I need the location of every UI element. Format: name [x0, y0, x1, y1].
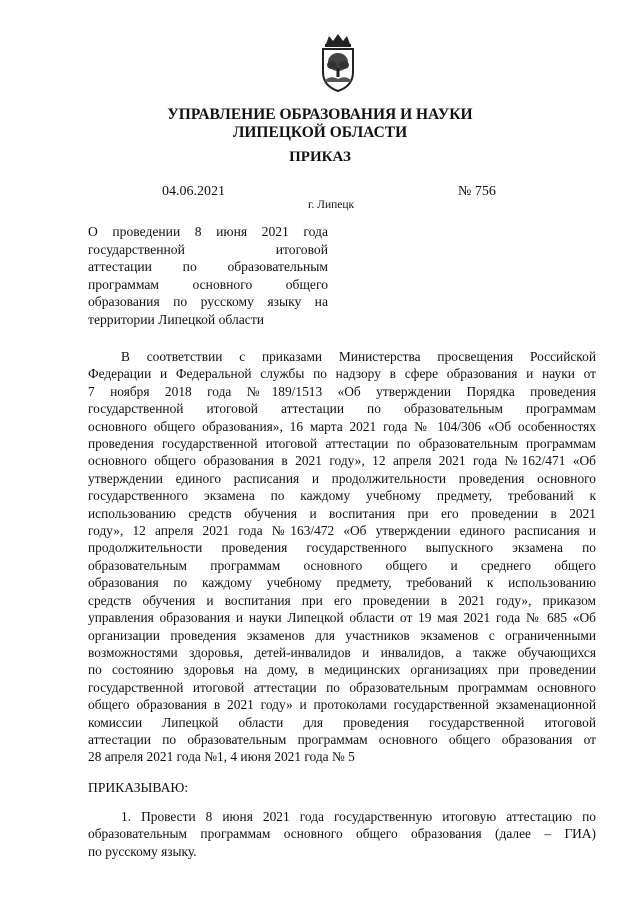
body-line: организации проведения экзаменов для участников экзаменов с ограниченными — [88, 627, 596, 643]
document-subject — [88, 223, 328, 329]
item-line: по русскому языку. — [88, 843, 197, 859]
body-line: утверждении единого расписания и продолжительности проведения основного — [88, 470, 596, 486]
body-line: проведения государственной итоговой аттестации по образовательным программам — [88, 436, 596, 452]
body-line: возможностями здоровья, детей-инвалидов и инвалидов, а также обучающихся — [88, 644, 596, 660]
subject-line: О проведении 8 июня 2021 года — [88, 224, 328, 239]
body-line: образования по каждому учебному предмету, требований к использованию — [88, 575, 596, 591]
preamble-paragraph — [88, 348, 596, 766]
body-line: В соответствии с приказами Министерства просвещения Российской — [121, 349, 596, 364]
lipetsk-coat-of-arms-icon — [318, 34, 358, 92]
document-date: 04.06.2021 — [162, 184, 225, 199]
body-line: средств обучения и воспитания при его проведении в 2021 году», приказом — [88, 592, 596, 608]
subject-line: программам основного общего — [88, 276, 328, 292]
body-line: государственной итоговой аттестации по образовательным программам — [88, 401, 596, 417]
body-line: по состоянию здоровья на дому, в медицинских организациях при проведении — [88, 662, 596, 678]
body-line: основного общего образования», 16 марта 2021 года № 104/306 «Об особенностях — [88, 418, 596, 434]
order-item-1 — [88, 808, 596, 860]
body-line: году», 12 апреля 2021 года №163/472 «Об утверждении единого расписания и — [88, 523, 596, 539]
body-line: использованию средств обучения и воспитания при его проведении в 2021 — [88, 505, 596, 521]
item-line: образовательным программам основного общего образования (далее – ГИА) — [88, 826, 596, 842]
order-keyword: ПРИКАЗЫВАЮ: — [88, 780, 189, 795]
body-line: 28 апреля 2021 года №1, 4 июня 2021 года № 5 — [88, 749, 355, 765]
organization-name-line2: ЛИПЕЦКОЙ ОБЛАСТИ — [232, 124, 408, 141]
body-line: комиссии Липецкой области для проведения государственной итоговой — [88, 714, 596, 730]
subject-line: аттестации по образовательным — [88, 259, 328, 275]
body-line: образовательным программам основного общего и среднего общего — [88, 557, 596, 573]
item-line: 1. Провести 8 июня 2021 года государственную итоговую аттестацию по — [121, 809, 596, 824]
subject-line: образования по русскому языку на — [88, 294, 328, 310]
body-line: управления образования и науки Липецкой области от 19 мая 2021 года № 685 «Об — [88, 610, 596, 626]
body-line: государственной итоговой аттестации по образовательным программам основного — [88, 679, 596, 695]
document-city: г. Липецк — [308, 199, 355, 211]
body-line: общего образования в 2021 году» и протоколами государственной экзаменационной — [88, 697, 596, 713]
document-type: ПРИКАЗ — [289, 149, 351, 165]
body-line: 7 ноября 2018 года №189/1513 «Об утверждении Порядка проведения — [88, 383, 596, 399]
body-line: государственного экзамена по каждому учебному предмету, требований к — [88, 488, 596, 504]
subject-line: государственной итоговой — [88, 241, 328, 257]
subject-line: территории Липецкой области — [88, 311, 265, 327]
body-line: Федерации и Федеральной службы по надзору в сфере образования и науки от — [88, 366, 596, 382]
organization-name-line1: УПРАВЛЕНИЕ ОБРАЗОВАНИЯ И НАУКИ — [167, 106, 473, 123]
document-number: № 756 — [458, 184, 496, 199]
body-line: основного общего образования в 2021 году», 12 апреля 2021 года №162/471 «Об — [88, 453, 596, 469]
body-line: аттестации по образовательным программам основного общего образования от — [88, 731, 596, 747]
body-line: продолжительности проведения государственного выпускного экзамена по — [88, 540, 596, 556]
